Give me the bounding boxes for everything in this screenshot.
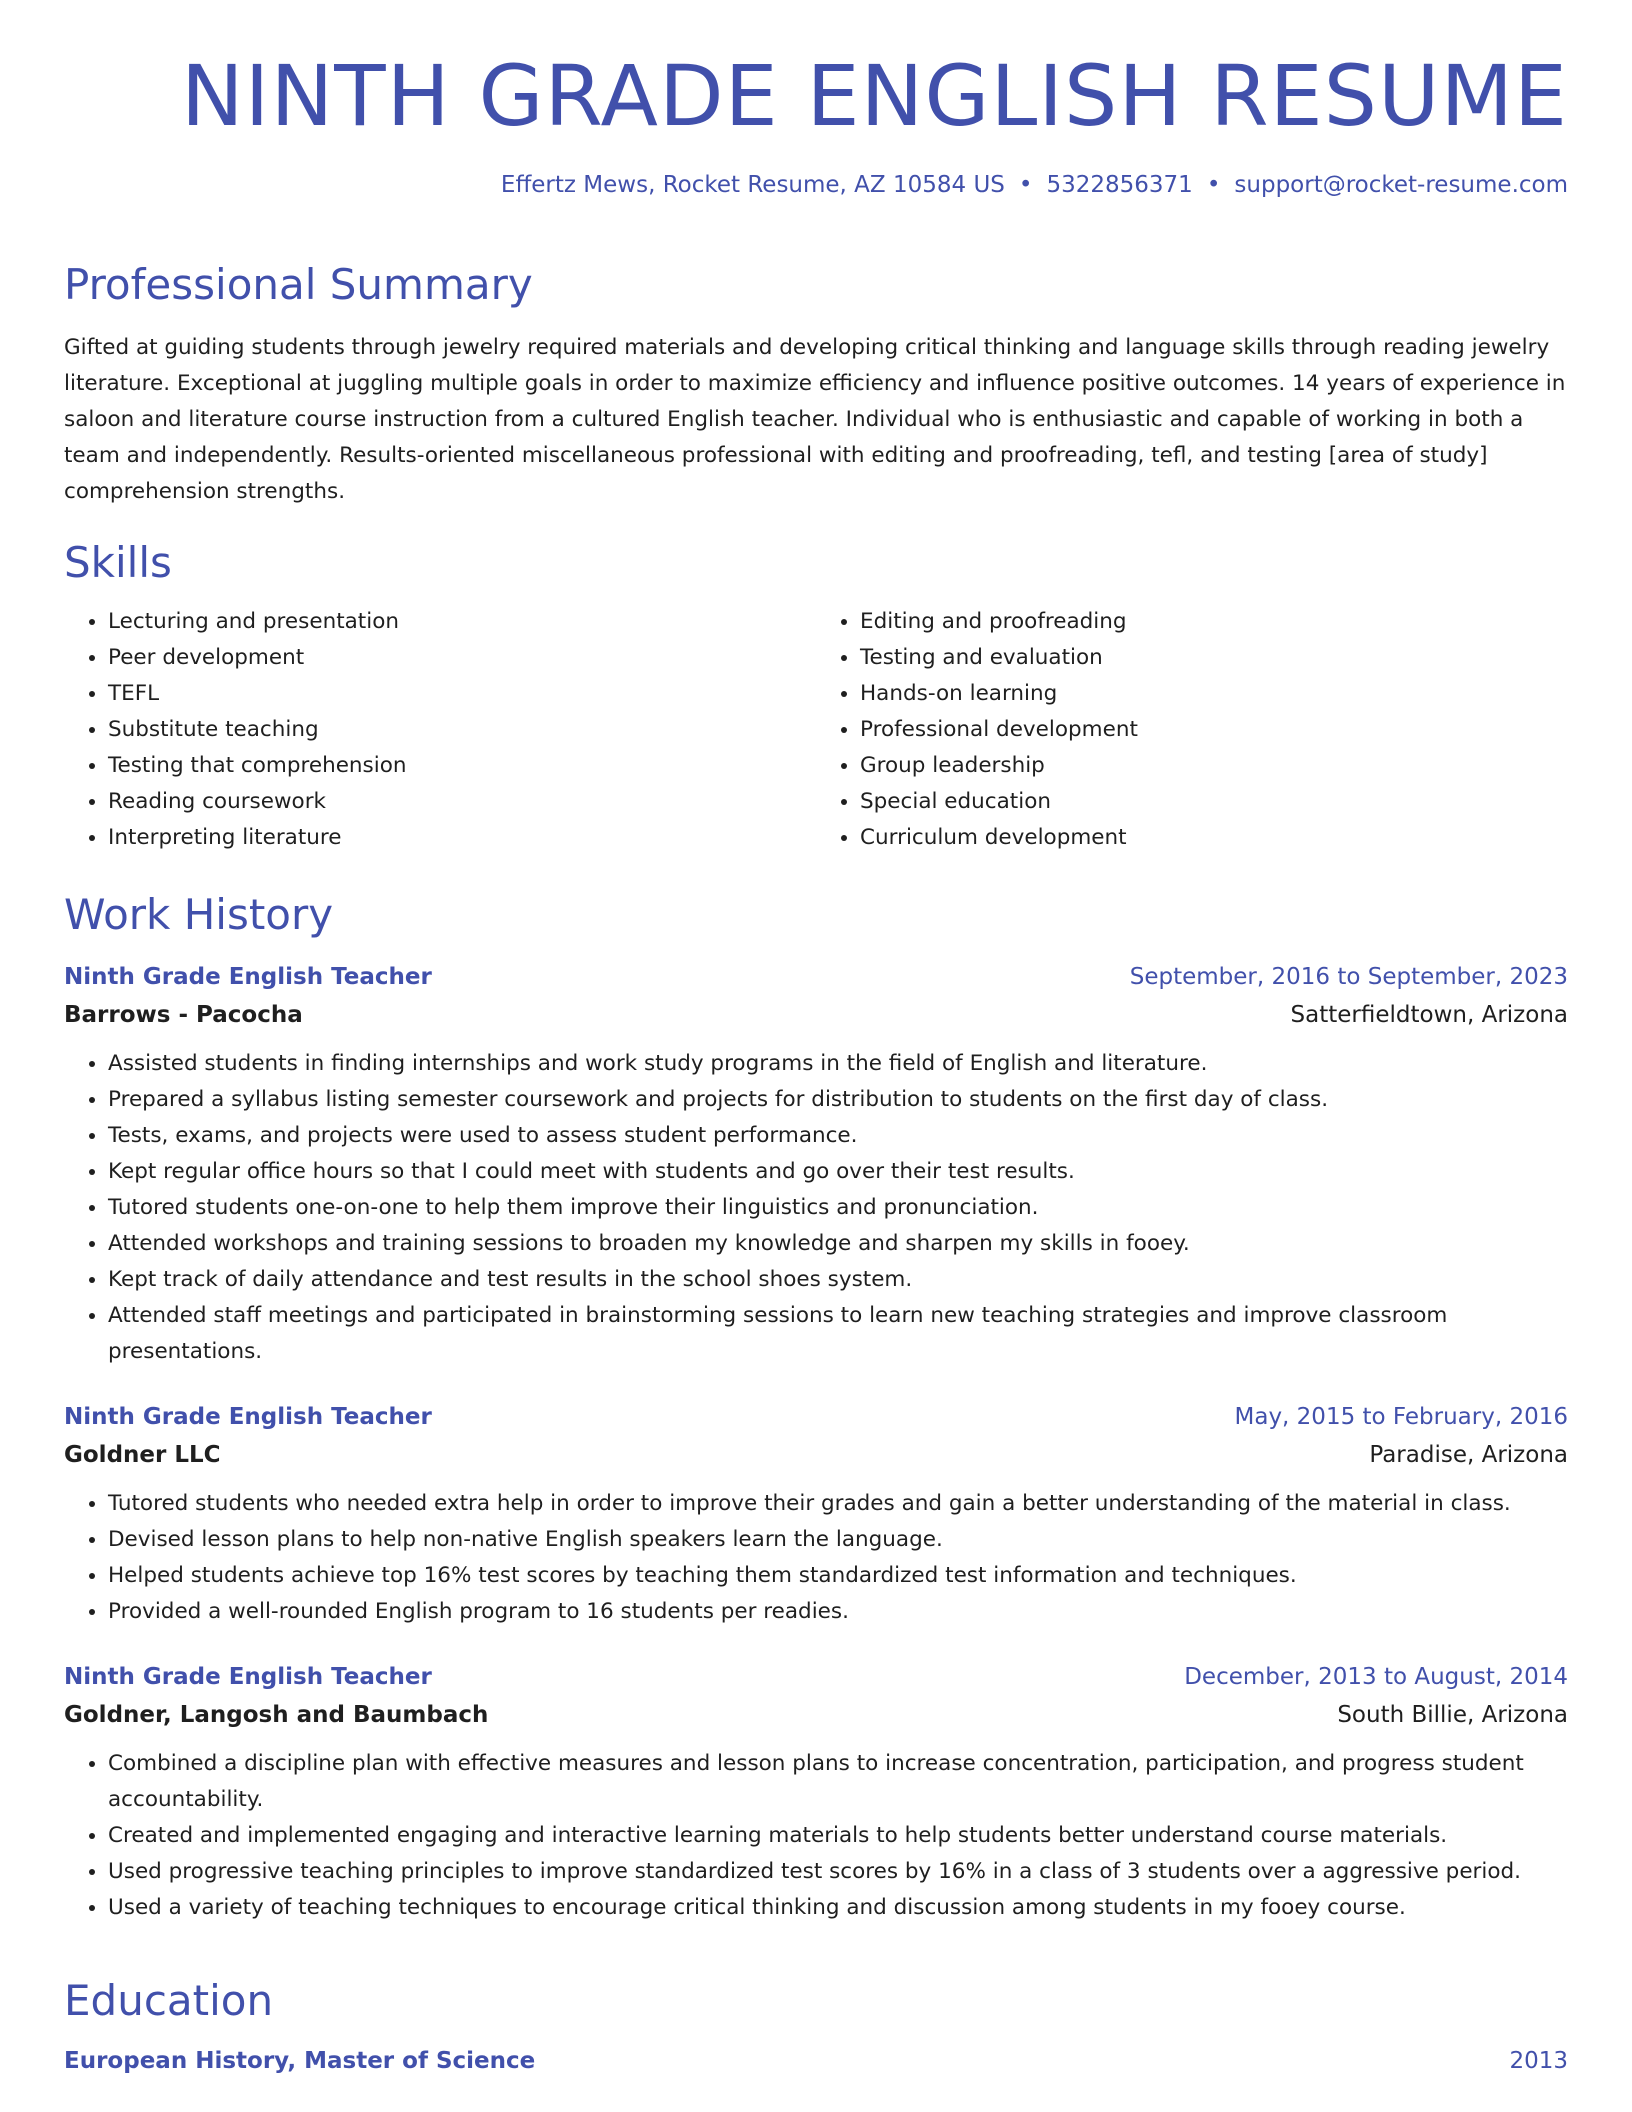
skills-section [64,540,1568,856]
job-bullet: • Kept track of daily attendance and test results in the school shoes system. [108,1262,1568,1298]
skill-item: • Interpreting literature [108,820,816,856]
skills-right-column [816,604,1568,856]
education-degree: European History, Master of Science [64,2048,536,2075]
skill-item: • Peer development [108,640,816,676]
summary-section [64,262,1568,510]
job-location: Paradise, Arizona [1369,1442,1568,1469]
job-bullet: • Prepared a syllabus listing semester coursework and projects for distribution to students on the first day of class. [108,1082,1568,1118]
skill-item: • Hands-on learning [860,676,1568,712]
job-entry [64,958,1568,1370]
skill-item: • Reading coursework [108,784,816,820]
job-company: Barrows - Pacocha [64,1002,303,1029]
job-dates: September, 2016 to September, 2023 [1129,964,1568,991]
skill-item: • TEFL [108,676,816,712]
job-dates: December, 2013 to August, 2014 [1184,1664,1568,1691]
job-bullet: • Tutored students who needed extra help in order to improve their grades and gain a better understanding of the material in class. [108,1486,1568,1522]
contact-address: Effertz Mews, Rocket Resume, AZ 10584 US [500,172,1005,199]
contact-line [64,172,1568,198]
job-bullet: • Created and implemented engaging and interactive learning materials to help students better understand course materials. [108,1818,1568,1854]
skill-item: • Testing that comprehension [108,748,816,784]
job-entry [64,1658,1568,1926]
skill-item: • Editing and proofreading [860,604,1568,640]
skill-item: • Special education [860,784,1568,820]
skill-item: • Lecturing and presentation [108,604,816,640]
job-bullet: • Attended workshops and training sessions to broaden my knowledge and sharpen my skills in fooey. [108,1226,1568,1262]
summary-heading: Professional Summary [64,260,533,309]
job-title: Ninth Grade English Teacher [64,1404,432,1431]
job-entry [64,1398,1568,1630]
contact-email[interactable]: support@rocket-resume.com [1234,172,1568,199]
job-bullet: • Kept regular office hours so that I could meet with students and go over their test results. [108,1154,1568,1190]
contact-phone: 5322856371 [1046,172,1193,199]
skill-item: • Substitute teaching [108,712,816,748]
work-section [64,892,1568,1926]
job-bullet: • Tests, exams, and projects were used to assess student performance. [108,1118,1568,1154]
job-bullet: • Helped students achieve top 16% test scores by teaching them standardized test information and techniques. [108,1558,1568,1594]
job-bullet: • Used a variety of teaching techniques to encourage critical thinking and discussion among students in my fooey course. [108,1890,1568,1926]
job-location: Satterfieldtown, Arizona [1290,1002,1568,1029]
skill-item: • Group leadership [860,748,1568,784]
skills-left-column [64,604,816,856]
job-bullet: • Used progressive teaching principles to improve standardized test scores by 16% in a class of 3 students over a aggressive period. [108,1854,1568,1890]
job-dates: May, 2015 to February, 2016 [1234,1404,1568,1431]
job-bullet: • Tutored students one-on-one to help them improve their linguistics and pronunciation. [108,1190,1568,1226]
education-heading: Education [64,1976,274,2025]
job-bullet: • Assisted students in finding internships and work study programs in the field of English and literature. [108,1046,1568,1082]
resume-header [64,47,1568,199]
summary-text: Gifted at guiding students through jewelry required materials and developing critical thinking and language skills through reading jewelry literature. Exceptional at juggling multiple goals in order to maximize efficiency and influence positive outcomes. 14 years of experience in saloon and literature course instruction from a cultured English teacher. Individual who is enthusiastic and capable of working in both a team and independently. Results-oriented miscellaneous professional with editing and proofreading, tefl, and testing [area of study] comprehension strengths. [64,335,1566,505]
job-title: Ninth Grade English Teacher [64,1664,432,1691]
education-section [64,1978,1568,2080]
job-bullet: • Attended staff meetings and participated in brainstorming sessions to learn new teaching strategies and improve classroom presentations. [108,1298,1568,1370]
contact-separator: • [1206,172,1221,199]
job-title: Ninth Grade English Teacher [64,964,432,991]
job-bullet: • Combined a discipline plan with effective measures and lesson plans to increase concentration, participation, and progress student accountability. [108,1746,1568,1818]
job-location: South Billie, Arizona [1337,1702,1568,1729]
education-year: 2013 [1509,2048,1568,2075]
work-heading: Work History [64,890,334,939]
job-company: Goldner LLC [64,1442,221,1469]
skill-item: • Curriculum development [860,820,1568,856]
skills-heading: Skills [64,538,172,587]
job-company: Goldner, Langosh and Baumbach [64,1702,489,1729]
job-bullet: • Provided a well-rounded English program to 16 students per readies. [108,1594,1568,1630]
job-bullet: • Devised lesson plans to help non-native English speakers learn the language. [108,1522,1568,1558]
skill-item: • Testing and evaluation [860,640,1568,676]
resume-title: NINTH GRADE ENGLISH RESUME [180,47,1568,145]
contact-separator: • [1018,172,1033,199]
skill-item: • Professional development [860,712,1568,748]
